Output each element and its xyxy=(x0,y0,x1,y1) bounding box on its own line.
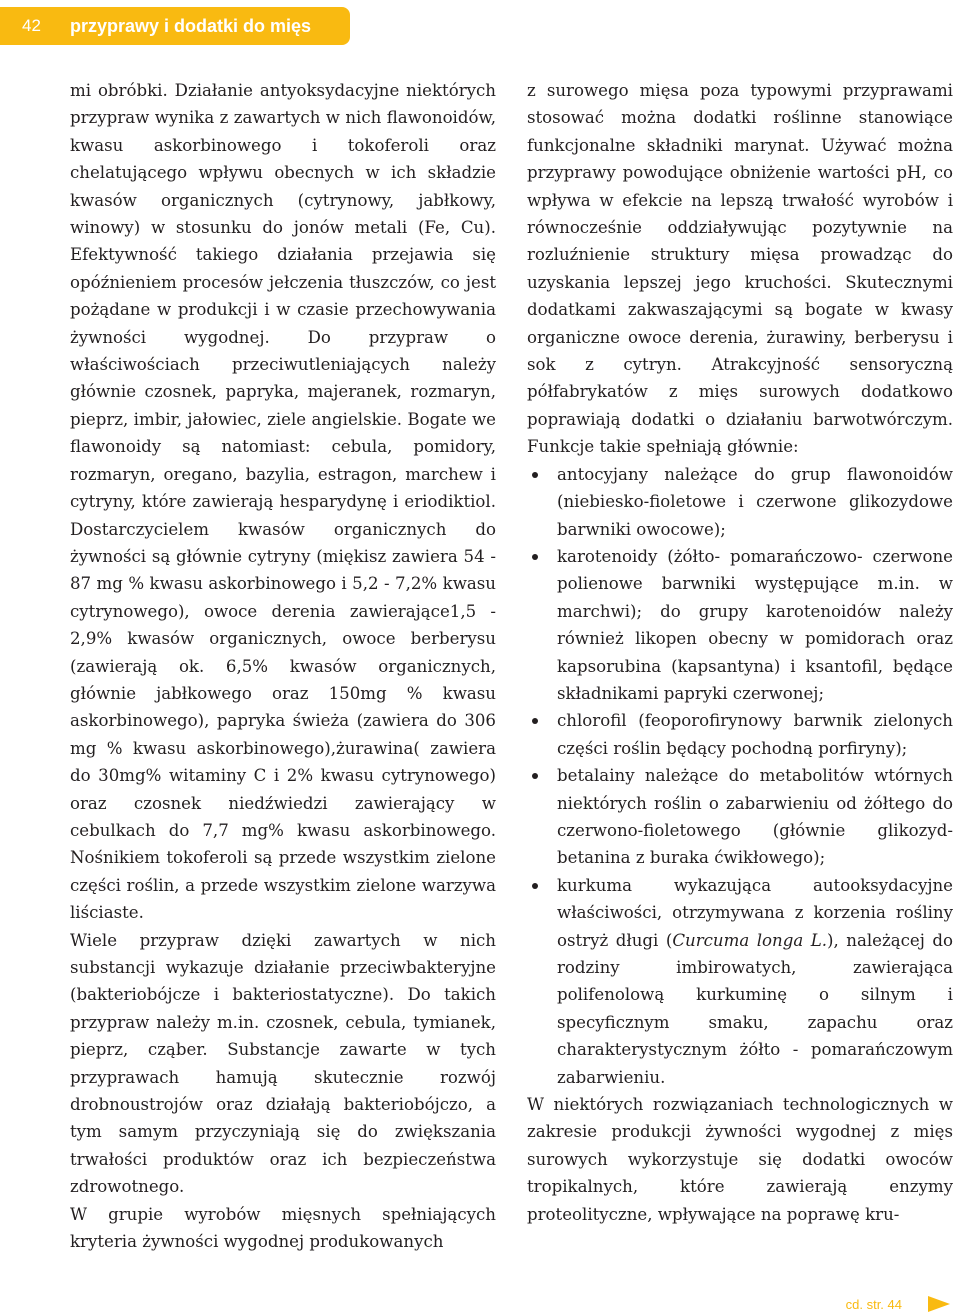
right-column xyxy=(527,77,953,1228)
continued-label: cd. str. 44 xyxy=(845,1297,902,1312)
paragraph: W niektórych rozwiązaniach technologicznych w zakresie produkcji żywności wygodnej z mięs surowych wykorzystuje się dodatki owoców tropikalnych, które zawierają enzymy proteolityczne, wpływające na poprawę kru- xyxy=(527,1095,953,1224)
section-title: przyprawy i dodatki do mięs xyxy=(70,16,312,36)
paragraph: Wiele przypraw dzięki zawartych w nich substancji wykazuje działanie przeciwbakteryjne (bakteriobójcze i bakteriostatyczne). Do takich przypraw należy m.in. czosnek, cebula, tymianek, pieprz, cząber. Substancje zawarte w tych przyprawach hamują skutecznie rozwój drobnoustrojów oraz działają bakteriobójczo, a tym samym przyczyniają się do zwiększania trwałości produktów oraz ich bezpieczeństwa zdrowotnego. xyxy=(70,930,496,1197)
paragraph: mi obróbki. Działanie antyoksydacyjne niektórych przypraw wynika z zawartych w nich flawonoidów, kwasu askorbinowego i tokoferoli oraz chelatującego wpływu obecnych w ich składzie kwasów organicznych (cytrynowy, jabłkowy, winowy) w stosunku do jonów metali (Fe, Cu). Efektywność takiego działania przejawia się opóźnieniem procesów jełczenia tłuszczów, co jest pożądane w produkcji i w czasie przechowywania żywności wygodnej. Do przypraw o właściwościach przeciwutleniających należy głównie czosnek, papryka, majeranek, rozmaryn, pieprz, imbir, jałowiec, ziele angielskie. Bogate we flawonoidy są natomiast: cebula, pomidory, rozmaryn, oregano, bazylia, estragon, marchew i cytryny, które zawierają hesparydynę i eriodiktiol. Dostarczycielem kwasów organicznych do żywności są głównie cytryny (miękisz zawiera 54 - 87 mg % kwasu askorbinowego i 5,2 - 7,2% kwasu cytrynowego), owoce derenia zawierające1,5 - 2,9% kwasów organicznych, owoce berberysu (zawierają ok. 6,5% kwasów organicznych, głównie jabłkowego oraz 150mg % kwasu askorbinowego), papryka świeża (zawiera do 306 mg % kwasu askorbinowego),żurawina( zawiera do 30mg% witaminy C i 2% kwasu cytrynowego) oraz czosnek niedźwiedzi zawierający w cebulkach do 7,7 mg% kwasu askorbinowego. Nośnikiem tokoferoli są przede wszystkim zielone części roślin, a przede wszystkim zielone warzywa liściaste. xyxy=(70,81,496,923)
list-item: chlorofil (feoporofirynowy barwnik zielonych części roślin będący pochodną porfiryny); xyxy=(527,707,953,762)
list-item-text: kurkuma wykazująca autooksydacyjne właściwości, otrzymywana z korzenia rośliny ostryż długi ( xyxy=(557,875,953,950)
bullet-list xyxy=(527,461,953,1091)
latin-name: Curcuma longa L. xyxy=(672,930,828,950)
list-item: betalainy należące do metabolitów wtórnych niektórych roślin o zabarwieniu od żółtego do czerwono-fioletowego (głównie glikozyd- betanina z buraka ćwikłowego); xyxy=(527,762,953,872)
paragraph: W grupie wyrobów mięsnych spełniających kryteria żywności wygodnej produkowanych xyxy=(70,1204,496,1252)
list-item: antocyjany należące do grup flawonoidów (niebiesko-fioletowe i czerwone glikozydowe barwniki owocowe); xyxy=(527,461,953,543)
left-column xyxy=(70,77,496,1255)
header-bar xyxy=(0,7,350,45)
page-number: 42 xyxy=(22,16,41,35)
paragraph: z surowego mięsa poza typowymi przyprawami stosować można dodatki roślinne stanowiące funkcjonalne składniki marynat. Używać można przyprawy powodujące obniżenie wartości pH, co wpływa w efekcie na lepszą trwałość wyrobów i równocześnie oddziaływując pozytywnie na rozluźnienie struktury mięsa prowadząc do uzyskania lepszej jego kruchości. Skutecznymi dodatkami zakwaszającymi są bogate w kwasy organiczne owoce derenia, żurawiny, berberysu i sok z cytryn. Atrakcyjność sensoryczną półfabrykatów z mięs surowych dodatkowo poprawiają dodatki o działaniu barwotwórczym. Funkcje takie spełniają głównie: xyxy=(527,81,953,457)
list-item-text: ), należącej do rodziny imbirowatych, zawierająca polifenolową kurkuminę o silnym i specyficznym smaku, zapachu oraz charakterystycznym żółto - pomarańczowym zabarwieniu. xyxy=(557,930,953,1087)
arrow-right-icon xyxy=(928,1296,950,1312)
list-item xyxy=(527,872,953,1091)
list-item: karotenoidy (żółto- pomarańczowo- czerwone polienowe barwniki występujące m.in. w marchwi); do grupy karotenoidów należy również likopen obecny w pomidorach oraz kapsorubina (kapsantyna) i ksantofil, będące składnikami papryki czerwonej; xyxy=(527,543,953,707)
